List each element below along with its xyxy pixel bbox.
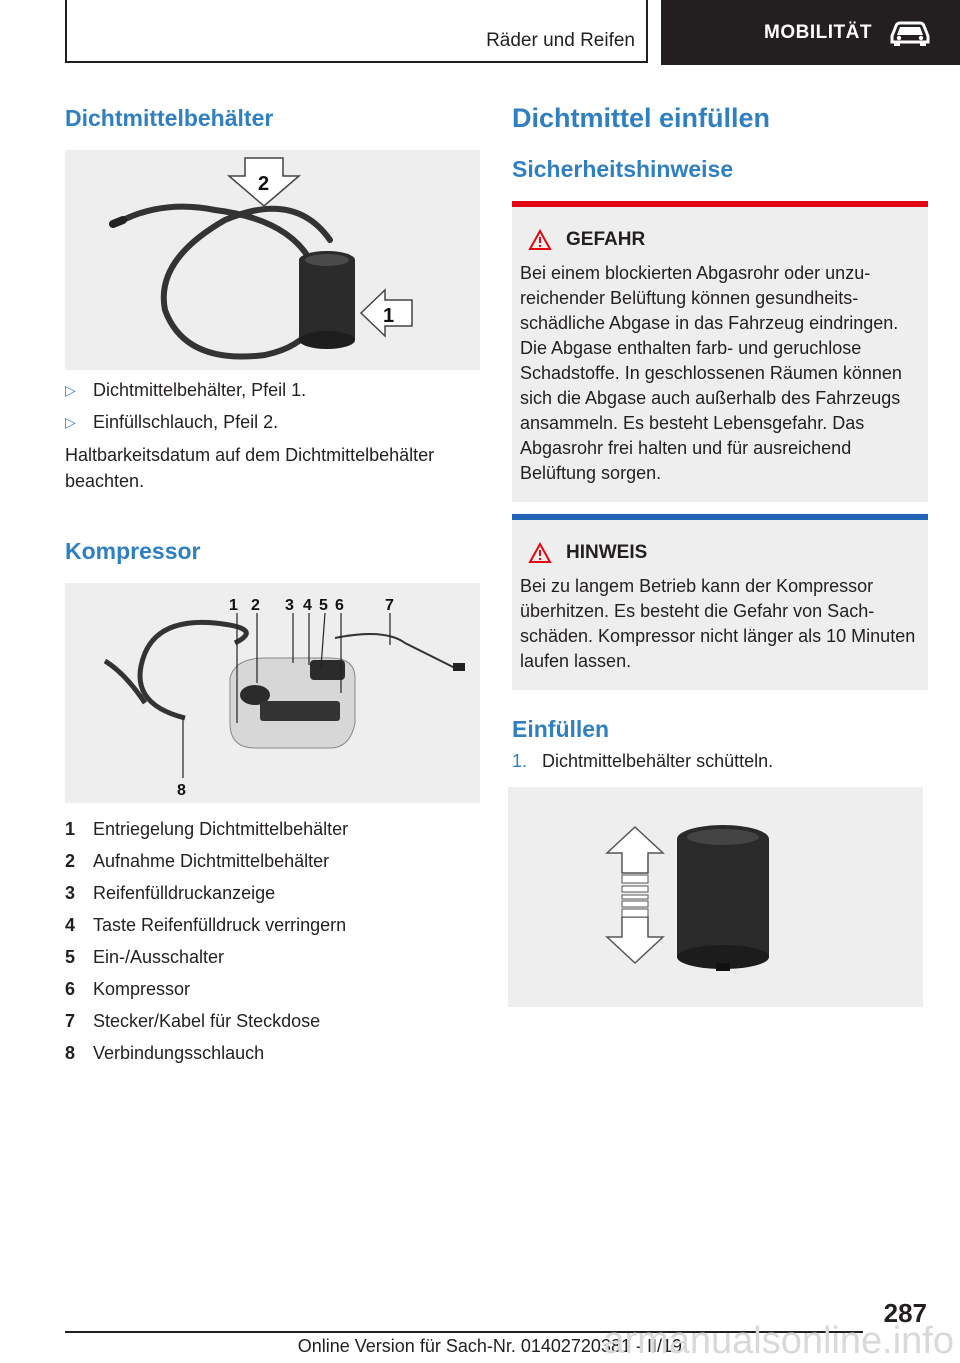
step-item: 1. Dichtmittelbehälter schütteln. [512,751,774,771]
safety-heading: Sicherheitshinweise [512,156,734,182]
notice-title: HINWEIS [528,542,920,564]
expiry-note: Haltbarkeitsdatum auf dem Dichtmittelbehälter beachten. [65,445,435,491]
legend-row: 8 Verbindungsschlauch [65,1043,265,1063]
figure-label-7: 7 [385,597,394,614]
compressor-heading: Kompressor [65,538,201,564]
car-icon [888,20,932,46]
triangle-bullet-icon: ▷ [65,382,76,398]
header-chapter-title: MOBILITÄT [764,21,872,43]
danger-title: GEFAHR [528,229,920,251]
fill-heading: Einfüllen [512,716,610,742]
legend-row: 1 Entriegelung Dichtmittelbehälter [65,819,349,839]
page-number: 287 [883,1298,927,1328]
shake-container-figure [508,787,923,1007]
legend-row: 3 Reifenfülldruckanzeige [65,883,276,903]
triangle-bullet-icon: ▷ [65,414,76,430]
fill-sealant-heading: Dichtmittel einfüllen [512,103,771,133]
footer-version: Online Version für Sach-Nr. 01402720381 - II/19 [297,1336,682,1356]
legend-row: 6 Kompressor [65,979,191,999]
figure-label-1: 1 [383,305,395,327]
list-item: ▷ Dichtmittelbehälter, Pfeil 1. [65,380,307,400]
figure-label-6: 6 [335,597,344,614]
danger-text: Bei einem blockierten Abgasrohr oder unzureichender Belüftung können gesundheitsschädliche Abgase in das Fahrzeug eindringen. Die Abgase enthalten farb- und geruchlose Schadstoffe. In geschlossenen Räumen können sich die Abgase auch außerhalb des Fahrzeugs ansammeln. Es besteht Lebensgefahr. Das Abgasrohr frei halten und für ausreichend Belüftung sorgen. [520,263,902,483]
list-item: ▷ Einfüllschlauch, Pfeil 2. [65,412,279,432]
notice-box [512,514,928,690]
figure-label-8: 8 [177,782,186,799]
legend-row: 4 Taste Reifenfülldruck verringern [65,915,347,935]
figure-label-4: 4 [303,597,312,614]
left-column [65,100,480,1069]
notice-text: Bei zu langem Betrieb kann der Kompressor überhitzen. Es besteht die Gefahr von Sachschäden. Kompressor nicht länger als 10 Minuten laufen lassen. [520,576,916,671]
figure-label-1: 1 [229,597,238,614]
warning-triangle-icon [528,229,552,251]
figure-label-5: 5 [319,597,328,614]
legend-row: 5 Ein-/Ausschalter [65,947,225,967]
right-column [512,100,928,1007]
legend-row: 2 Aufnahme Dichtmittelbehälter [65,851,330,871]
figure-label-3: 3 [285,597,294,614]
legend-row: 7 Stecker/Kabel für Steckdose [65,1011,321,1031]
watermark: armanualsonline.info [603,1320,954,1362]
danger-box [512,201,928,502]
compressor-figure [65,583,480,803]
compressor-legend [65,813,480,1069]
figure-label-2: 2 [251,597,260,614]
header-chapter-tab[interactable] [661,0,960,65]
sealant-container-heading: Dichtmittelbehälter [65,105,274,131]
warning-triangle-icon [528,542,552,564]
header-section-title: Räder und Reifen [486,30,635,51]
sealant-list [65,378,480,434]
sealant-container-figure [65,150,480,370]
figure-label-2: 2 [258,173,270,195]
